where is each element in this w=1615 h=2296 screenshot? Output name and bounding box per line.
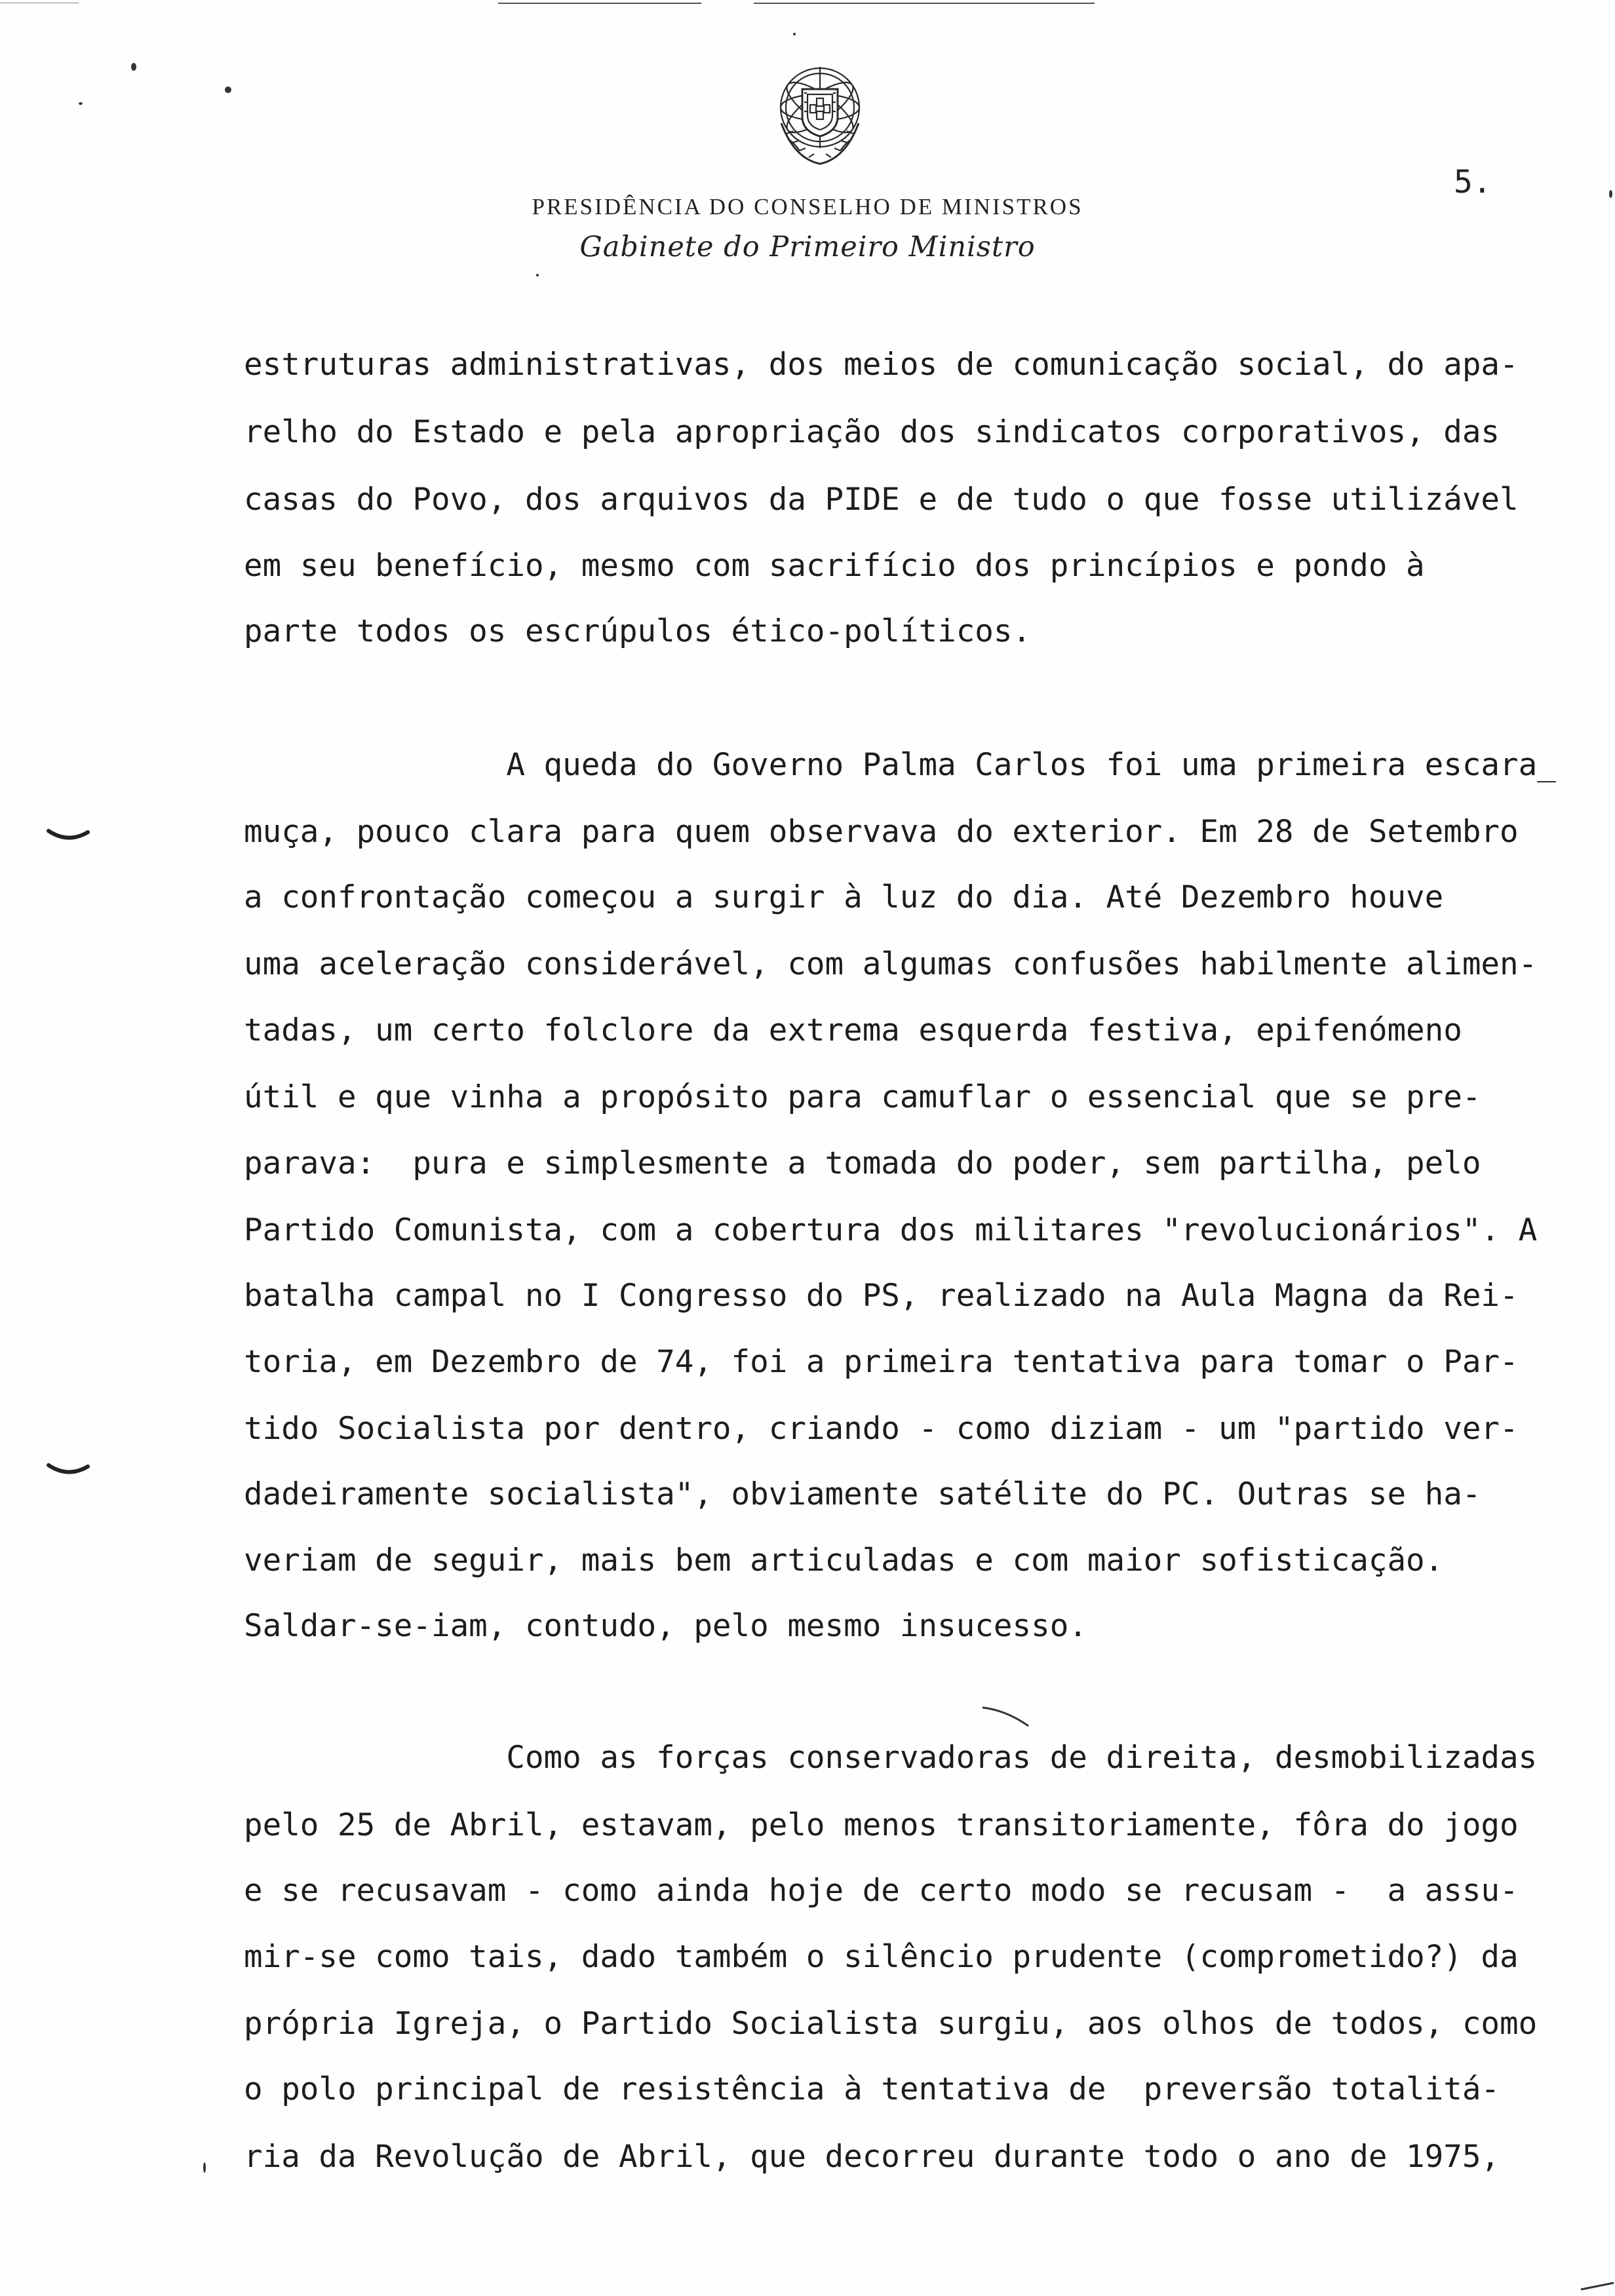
text-line: veriam de seguir, mais bem articuladas e com maior sofisticação. <box>244 1542 1444 1578</box>
text-line: ria da Revolução de Abril, que decorreu durante todo o ano de 1975, <box>244 2139 1500 2175</box>
text-line: Como as forças conservadoras de direita, desmobilizadas <box>244 1740 1538 1776</box>
page-number: 5. <box>1454 164 1492 201</box>
text-line: dadeiramente socialista", obviamente satélite do PC. Outras se ha- <box>244 1476 1481 1512</box>
text-line: o polo principal de resistência à tentativa de preversão totalitá- <box>244 2071 1500 2107</box>
scan-rule <box>754 3 1095 4</box>
scan-speck <box>1609 190 1612 198</box>
text-line: a confrontação começou a surgir à luz do dia. Até Dezembro houve <box>244 879 1444 915</box>
text-line: parte todos os escrúpulos ético-políticos. <box>244 613 1032 649</box>
text-line: pelo 25 de Abril, estavam, pelo menos transitoriamente, fôra do jogo <box>244 1807 1519 1843</box>
text-line: muça, pouco clara para quem observava do exterior. Em 28 de Setembro <box>244 814 1519 850</box>
scan-stroke <box>980 1704 1032 1730</box>
scan-stroke <box>1580 2280 1615 2293</box>
scan-speck <box>793 33 796 35</box>
text-line: A queda do Governo Palma Carlos foi uma primeira escara_ <box>244 747 1556 783</box>
punch-mark <box>46 1461 92 1487</box>
text-line: e se recusavam - como ainda hoje de certo modo se recusam - a assu- <box>244 1873 1519 1909</box>
text-line: toria, em Dezembro de 74, foi a primeira tentativa para tomar o Par- <box>244 1344 1519 1380</box>
text-line: própria Igreja, o Partido Socialista surgiu, aos olhos de todos, como <box>244 2006 1538 2042</box>
text-line: útil e que vinha a propósito para camuflar o essencial que se pre- <box>244 1079 1481 1115</box>
punch-mark <box>46 827 92 853</box>
text-line: parava: pura e simplesmente a tomada do poder, sem partilha, pelo <box>244 1145 1481 1181</box>
text-line: batalha campal no I Congresso do PS, realizado na Aula Magna da Rei- <box>244 1278 1519 1314</box>
text-line: mir-se como tais, dado também o silêncio prudente (comprometido?) da <box>244 1939 1519 1975</box>
text-line: uma aceleração considerável, com algumas confusões habilmente alimen- <box>244 946 1538 982</box>
portuguese-coat-of-arms-seal-icon <box>768 60 872 172</box>
scan-speck <box>203 2162 206 2173</box>
scan-speck <box>225 86 231 93</box>
text-line: em seu benefício, mesmo com sacrifício dos princípios e pondo à <box>244 548 1425 584</box>
institution-heading: PRESIDÊNCIA DO CONSELHO DE MINISTROS <box>532 194 1083 220</box>
scan-rule <box>498 3 701 4</box>
text-line: casas do Povo, dos arquivos da PIDE e de tudo o que fosse utilizável <box>244 482 1519 518</box>
office-subheading: Gabinete do Primeiro Ministro <box>579 231 1036 263</box>
text-line: tadas, um certo folclore da extrema esquerda festiva, epifenómeno <box>244 1012 1462 1048</box>
text-line: Partido Comunista, com a cobertura dos militares "revolucionários". A <box>244 1212 1538 1248</box>
scan-speck <box>79 102 83 105</box>
text-line: tido Socialista por dentro, criando - como diziam - um "partido ver- <box>244 1411 1519 1447</box>
text-line: Saldar-se-iam, contudo, pelo mesmo insucesso. <box>244 1608 1087 1644</box>
scan-speck <box>536 274 539 277</box>
scan-speck <box>131 63 136 71</box>
text-line: estruturas administrativas, dos meios de comunicação social, do apa- <box>244 347 1519 383</box>
text-line: relho do Estado e pela apropriação dos sindicatos corporativos, das <box>244 414 1500 450</box>
